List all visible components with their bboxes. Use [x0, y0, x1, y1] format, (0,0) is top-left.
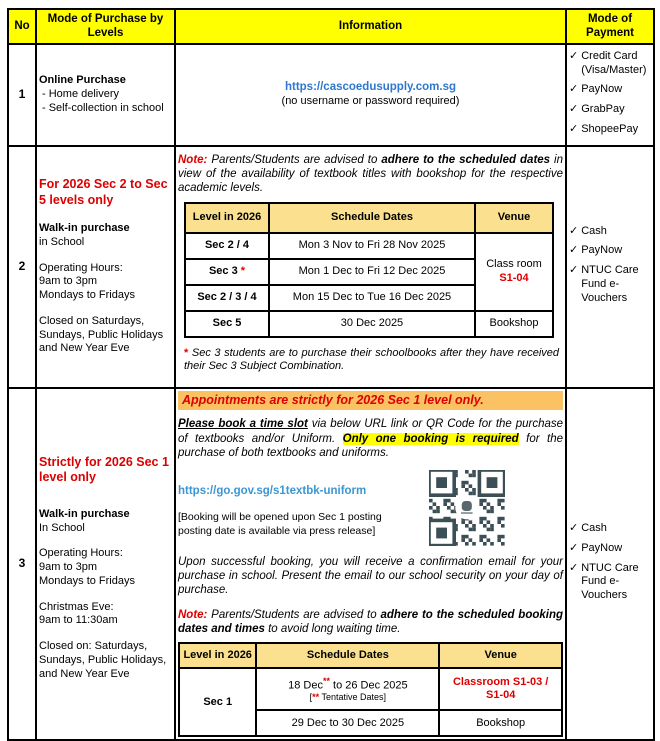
dates-cell: Mon 1 Dec to Fri 12 Dec 2025 [269, 259, 475, 285]
row2-days: Mondays to Fridays [39, 289, 135, 302]
row1-payment-cell [566, 44, 654, 146]
sec1-schedule-table [178, 642, 563, 737]
dates-cell: Mon 15 Dec to Tue 16 Dec 2025 [269, 285, 475, 311]
row3-number: 3 [8, 388, 36, 741]
dates-cell: Mon 3 Nov to Fri 28 Nov 2025 [269, 233, 475, 259]
row2-closed-info: Closed on Saturdays, Sundays, Public Holidays and New Year Eve [39, 314, 164, 355]
check-icon: ✓ [569, 541, 579, 554]
level-cell: Sec 1 [179, 668, 256, 736]
venue-classroom-cell [475, 233, 553, 311]
schedule-col-dates: Schedule Dates [256, 643, 439, 668]
payment-shopeepay [569, 123, 651, 137]
schedule-row-sec1-classroom [179, 668, 562, 710]
payment-label: PayNow [581, 244, 623, 257]
payment-ntuc-vouchers [569, 264, 651, 305]
row3-hours: 9am to 3pm [39, 561, 98, 574]
row3-mode-cell [36, 388, 175, 741]
check-icon: ✓ [569, 122, 579, 135]
sec2-5-schedule-table [184, 202, 554, 338]
row1-info-cell [175, 44, 566, 146]
payment-cash [569, 225, 651, 239]
payment-label: PayNow [581, 83, 623, 96]
schedule-row-sec5 [185, 311, 553, 337]
row3-info-cell [175, 388, 566, 741]
venue-classroom: Class room [486, 257, 542, 270]
row-sec1-only [8, 388, 654, 741]
schedule-col-venue: Venue [439, 643, 562, 668]
venue-bookshop-cell: Bookshop [475, 311, 553, 337]
col-header-purchase: Mode of Purchase by Levels [36, 9, 175, 44]
schedule-col-level: Level in 2026 [185, 203, 269, 233]
payment-paynow [569, 244, 651, 258]
sec3-footnote: * Sec 3 students are to purchase their schoolbooks after they have received their Sec 3 Subject Combination. [184, 346, 559, 373]
check-icon: ✓ [569, 244, 579, 257]
asterisk-mark: * [240, 264, 246, 277]
level-cell: Sec 3 * [185, 259, 269, 285]
row3-closed-info: Closed on: Saturdays, Sundays, Public Holidays, and New Year Eve [39, 640, 167, 680]
row2-level-restriction: For 2026 Sec 2 to Sec 5 levels only [39, 176, 168, 207]
check-icon: ✓ [569, 522, 579, 535]
row2-mode-cell [36, 146, 175, 388]
asterisk-mark: * [184, 346, 189, 359]
check-icon: ✓ [569, 103, 579, 115]
booking-url-link[interactable]: https://go.gov.sg/s1textbk-uniform [178, 485, 367, 498]
payment-ntuc-vouchers [569, 562, 651, 603]
row3-payment-cell [566, 388, 654, 741]
shop-url-note: (no username or password required) [281, 95, 460, 108]
venue-bookshop-cell: Bookshop [439, 710, 562, 736]
venue-room-number: S1-04 [499, 271, 529, 284]
booking-open-note: [Booking will be opened upon Sec 1 posting posting date is available via press release] [178, 511, 382, 537]
level-cell: Sec 2 / 3 / 4 [185, 285, 269, 311]
purchase-info-table [7, 8, 655, 741]
sec1-appointments-banner: Appointments are strictly for 2026 Sec 1 level only. [178, 391, 563, 411]
row3-note: Note: Parents/Students are advised to adhere to the scheduled booking dates and times to avoid long waiting time. [178, 608, 564, 636]
qr-code [429, 470, 505, 550]
check-icon: ✓ [569, 49, 579, 62]
row3-xmas-hours: 9am to 11:30am [39, 614, 118, 627]
schedule-header-row [185, 203, 553, 233]
row2-payment-cell [566, 146, 654, 388]
col-header-information: Information [175, 9, 566, 44]
check-icon: ✓ [569, 83, 579, 96]
payment-paynow [569, 83, 651, 97]
row3-level-restriction: Strictly for 2026 Sec 1 level only [39, 454, 169, 485]
payment-credit-card [569, 50, 651, 78]
header-row [8, 9, 654, 44]
payment-label: NTUC Care Fund e-Vouchers [581, 264, 639, 304]
schedule-col-dates: Schedule Dates [269, 203, 475, 233]
payment-grabpay [569, 103, 651, 117]
row2-number: 2 [8, 146, 36, 388]
payment-label: Cash [581, 224, 607, 237]
check-icon: ✓ [569, 264, 579, 277]
row1-number: 1 [8, 44, 36, 146]
payment-cash [569, 522, 651, 536]
payment-label: ShopeePay [581, 122, 639, 135]
row-sec2-to-sec5 [8, 146, 654, 388]
row2-hours: 9am to 3pm [39, 275, 98, 288]
level-cell: Sec 2 / 4 [185, 233, 269, 259]
schedule-row-sec24 [185, 233, 553, 259]
row2-hours-label: Operating Hours: [39, 261, 123, 274]
payment-label: Cash [581, 522, 607, 535]
dates-cell: 18 Dec** to 26 Dec 2025 [** Tentative Dates] [256, 668, 439, 710]
row3-hours-label: Operating Hours: [39, 547, 123, 560]
level-cell: Sec 5 [185, 311, 269, 337]
schedule-col-level: Level in 2026 [179, 643, 256, 668]
row3-xmas-label: Christmas Eve: [39, 600, 114, 613]
payment-label: GrabPay [581, 103, 625, 115]
payment-label: Credit Card (Visa/Master) [581, 49, 647, 76]
venue-classroom-cell: Classroom S1-03 / S1-04 [439, 668, 562, 710]
tentative-dates-note: [** Tentative Dates] [309, 692, 387, 703]
online-option-self-collection: - Self-collection in school [42, 101, 164, 114]
booking-instructions: Please book a time slot via below URL link or QR Code for the purchase of textbooks and/or Uniform. Only one booking is required for the purchase of both textbooks and uniforms. [178, 418, 564, 459]
shop-url-link[interactable]: https://cascoedusupply.com.sg [284, 81, 457, 94]
schedule-header-row [179, 643, 562, 668]
row1-mode-cell [36, 44, 175, 146]
payment-label: NTUC Care Fund e-Vouchers [581, 561, 639, 602]
row2-walkin-location: in School [39, 235, 85, 248]
col-header-no: No [8, 9, 36, 44]
online-option-home-delivery: - Home delivery [42, 87, 120, 100]
row3-walkin-location: In School [39, 521, 85, 534]
dates-cell: 30 Dec 2025 [269, 311, 475, 337]
check-icon: ✓ [569, 224, 579, 237]
dates-cell: 29 Dec to 30 Dec 2025 [256, 710, 439, 736]
row2-walkin-title: Walk-in purchase [39, 222, 130, 235]
payment-paynow [569, 542, 651, 556]
row-online-purchase [8, 44, 654, 146]
row2-info-cell [175, 146, 566, 388]
col-header-payment: Mode of Payment [566, 9, 654, 44]
online-purchase-title: Online Purchase [39, 74, 126, 86]
row3-walkin-title: Walk-in purchase [39, 507, 130, 520]
double-asterisk-mark: ** [322, 675, 330, 686]
confirmation-email-note: Upon successful booking, you will receive a confirmation email for your purchase in school. Present the email to our school security on your day of purchase. [178, 555, 563, 597]
row2-note: Note: Parents/Students are advised to adhere to the scheduled dates in view of the availability of textbook titles with bookshop for the respective academic levels. [178, 153, 563, 195]
payment-label: PayNow [581, 541, 623, 554]
check-icon: ✓ [569, 561, 579, 574]
schedule-col-venue: Venue [475, 203, 553, 233]
row3-days: Mondays to Fridays [39, 574, 135, 587]
